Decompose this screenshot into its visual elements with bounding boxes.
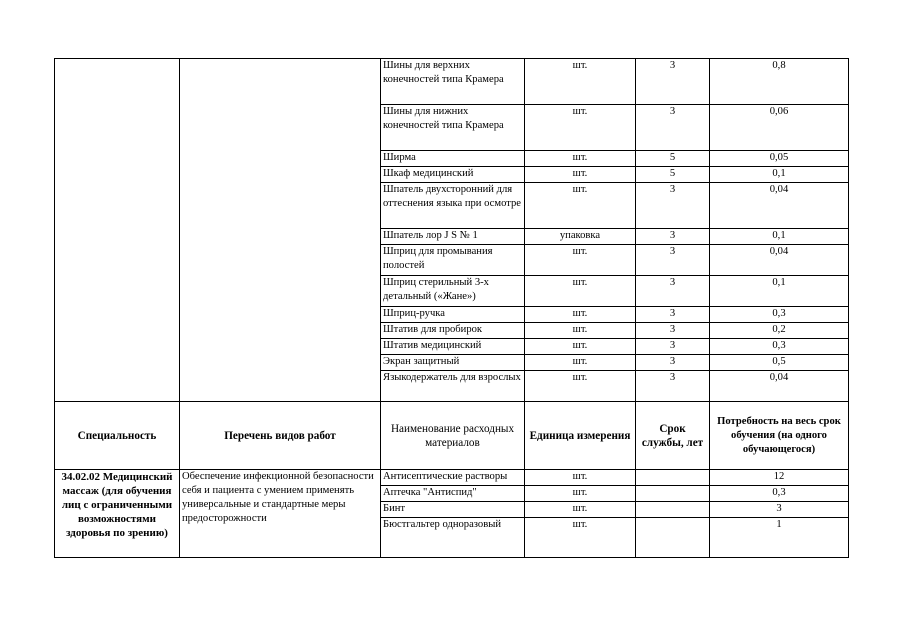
unit-cell: шт. <box>525 518 636 558</box>
material-name: Шины для нижних конечностей типа Крамера <box>381 105 525 151</box>
unit-cell: шт. <box>525 105 636 151</box>
material-name: Шпатель лор J S № 1 <box>381 229 525 245</box>
material-name: Языкодержатель для взрослых <box>381 371 525 402</box>
material-name: Ширма <box>381 151 525 167</box>
need-cell: 0,1 <box>710 167 849 183</box>
table-row <box>55 470 849 486</box>
need-cell: 0,8 <box>710 59 849 105</box>
need-cell: 3 <box>710 502 849 518</box>
unit-cell: шт. <box>525 151 636 167</box>
work-cell: Обеспечение инфекционной безопасности себя и пациента с умением применять универсальные и стандартные меры предосторожности <box>180 470 381 558</box>
term-cell: 3 <box>636 276 710 307</box>
material-name: Бинт <box>381 502 525 518</box>
unit-cell: шт. <box>525 183 636 229</box>
unit-cell: шт. <box>525 371 636 402</box>
unit-cell: шт. <box>525 276 636 307</box>
need-cell: 0,04 <box>710 371 849 402</box>
term-cell: 5 <box>636 167 710 183</box>
need-cell: 0,05 <box>710 151 849 167</box>
term-cell <box>636 486 710 502</box>
need-cell: 1 <box>710 518 849 558</box>
term-cell: 3 <box>636 245 710 276</box>
unit-cell: шт. <box>525 167 636 183</box>
unit-cell: шт. <box>525 307 636 323</box>
need-cell: 0,04 <box>710 245 849 276</box>
header-materials: Наименование расходных материалов <box>381 402 525 470</box>
need-cell: 0,3 <box>710 339 849 355</box>
header-specialty: Специальность <box>55 402 180 470</box>
need-cell: 0,5 <box>710 355 849 371</box>
material-name: Шприц для промывания полостей <box>381 245 525 276</box>
specialty-cell: 34.02.02 Медицинский массаж (для обучения лиц с ограниченными возможностями здоровья по зрению) <box>55 470 180 558</box>
material-name: Аптечка "Антиспид" <box>381 486 525 502</box>
term-cell <box>636 470 710 486</box>
material-name: Шкаф медицинский <box>381 167 525 183</box>
term-cell: 3 <box>636 371 710 402</box>
term-cell: 3 <box>636 307 710 323</box>
need-cell: 0,3 <box>710 307 849 323</box>
material-name: Антисептические растворы <box>381 470 525 486</box>
works-cell-empty <box>180 59 381 402</box>
unit-cell: шт. <box>525 502 636 518</box>
material-name: Штатив медицинский <box>381 339 525 355</box>
term-cell: 3 <box>636 183 710 229</box>
header-unit: Единица измерения <box>525 402 636 470</box>
unit-cell: шт. <box>525 323 636 339</box>
need-cell: 12 <box>710 470 849 486</box>
term-cell: 5 <box>636 151 710 167</box>
header-row <box>55 402 849 470</box>
term-cell: 3 <box>636 59 710 105</box>
need-cell: 0,04 <box>710 183 849 229</box>
material-name: Бюстгальтер одноразовый <box>381 518 525 558</box>
need-cell: 0,06 <box>710 105 849 151</box>
material-name: Шприц-ручка <box>381 307 525 323</box>
material-name: Шпатель двухсторонний для оттеснения языка при осмотре <box>381 183 525 229</box>
term-cell: 3 <box>636 323 710 339</box>
unit-cell: шт. <box>525 245 636 276</box>
header-term: Срок службы, лет <box>636 402 710 470</box>
material-name: Шприц стерильный 3-х детальный («Жане») <box>381 276 525 307</box>
term-cell <box>636 518 710 558</box>
specialty-cell-empty <box>55 59 180 402</box>
term-cell <box>636 502 710 518</box>
unit-cell: шт. <box>525 486 636 502</box>
need-cell: 0,1 <box>710 276 849 307</box>
table-row <box>55 59 849 105</box>
term-cell: 3 <box>636 355 710 371</box>
material-name: Экран защитный <box>381 355 525 371</box>
unit-cell: упаковка <box>525 229 636 245</box>
header-need: Потребность на весь срок обучения (на одного обучающегося) <box>710 402 849 470</box>
header-works: Перечень видов работ <box>180 402 381 470</box>
term-cell: 3 <box>636 339 710 355</box>
unit-cell: шт. <box>525 470 636 486</box>
materials-table <box>54 58 849 558</box>
term-cell: 3 <box>636 229 710 245</box>
material-name: Шины для верхних конечностей типа Крамера <box>381 59 525 105</box>
need-cell: 0,3 <box>710 486 849 502</box>
term-cell: 3 <box>636 105 710 151</box>
material-name: Штатив для пробирок <box>381 323 525 339</box>
unit-cell: шт. <box>525 59 636 105</box>
need-cell: 0,2 <box>710 323 849 339</box>
need-cell: 0,1 <box>710 229 849 245</box>
unit-cell: шт. <box>525 355 636 371</box>
unit-cell: шт. <box>525 339 636 355</box>
